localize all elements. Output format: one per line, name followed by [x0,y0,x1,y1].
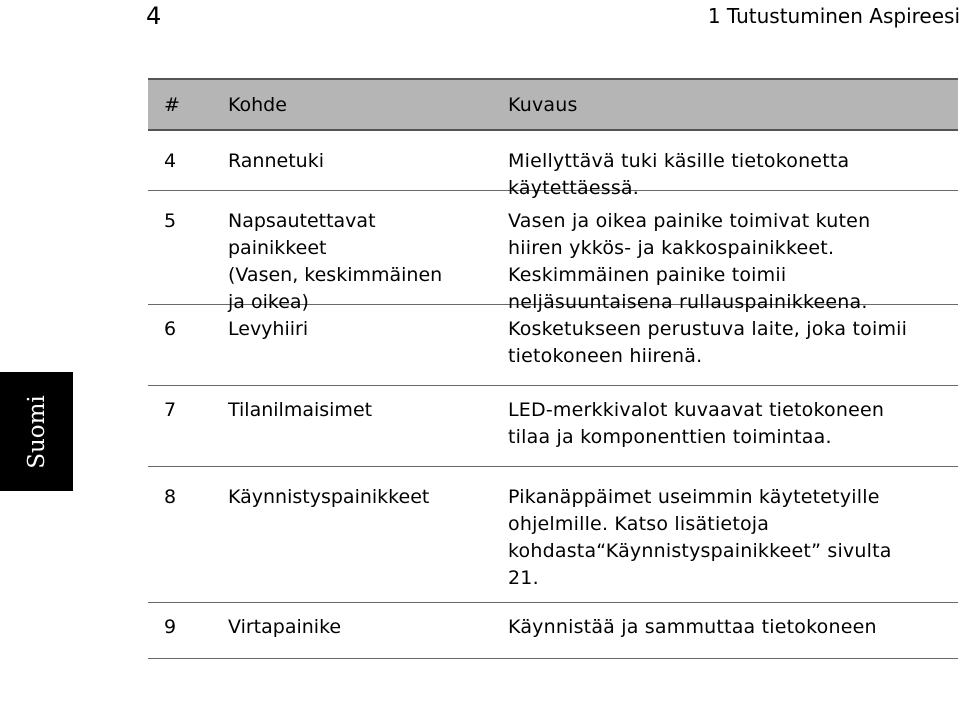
item-line: Tilanilmaisimet [228,399,373,421]
row-item [228,614,508,641]
row-number: 9 [164,616,177,638]
row-description [508,148,958,202]
description-line: Keskimmäinen painike toimii [508,264,787,286]
row-number: 8 [164,486,177,508]
chapter-title: 1 Tutustuminen Aspireesi [707,4,960,28]
row-number: 6 [164,318,177,340]
page-number: 4 [146,2,162,30]
table-row [148,603,958,659]
row-description [508,208,958,316]
description-line: Käynnistää ja sammuttaa tietokoneen [508,616,877,638]
description-line: LED-merkkivalot kuvaavat tietokoneen [508,399,885,421]
description-line: Vasen ja oikea painike toimivat kuten [508,210,871,232]
component-table [148,78,958,659]
table-row [148,386,958,467]
table-row [148,131,958,199]
language-side-tab-label: Suomi [23,394,50,469]
row-item [228,208,508,316]
table-header [148,78,958,131]
table-row [148,191,958,313]
row-item [228,316,508,343]
description-line: neljäsuuntaisena rullauspainikkeena. [508,291,868,313]
column-header-item: Kohde [228,93,287,116]
description-line: ohjelmille. Katso lisätietoja [508,513,770,535]
row-number: 7 [164,399,177,421]
description-line: 21. [508,567,539,589]
item-line: (Vasen, keskimmäinen [228,264,443,286]
description-line: Kosketukseen perustuva laite, joka toimii [508,318,908,340]
row-item [228,397,508,424]
row-item [228,484,508,511]
table-row [148,467,958,603]
row-description [508,614,958,641]
description-line: käytettäessä. [508,177,640,199]
row-description [508,397,958,451]
row-number: 4 [164,150,177,172]
description-line: hiiren ykkös- ja kakkospainikkeet. [508,237,835,259]
table-body [148,131,958,659]
column-header-number: # [164,93,180,116]
column-header-description: Kuvaus [508,93,578,116]
item-line: Napsautettavat [228,210,376,232]
item-line: Virtapainike [228,616,342,638]
row-description [508,316,958,370]
description-line: Miellyttävä tuki käsille tietokonetta [508,150,850,172]
row-number: 5 [164,210,177,232]
description-line: tietokoneen hiirenä. [508,345,703,367]
item-line: Käynnistyspainikkeet [228,486,430,508]
item-line: ja oikea) [228,291,309,313]
item-line: painikkeet [228,237,327,259]
table-row [148,305,958,386]
language-side-tab [0,372,73,491]
description-line: Pikanäppäimet useimmin käytetetyille [508,486,880,508]
description-line: tilaa ja komponenttien toimintaa. [508,426,832,448]
item-line: Levyhiiri [228,318,309,340]
row-description [508,484,958,592]
item-line: Rannetuki [228,150,324,172]
description-line: kohdasta“Käynnistyspainikkeet” sivulta [508,540,892,562]
row-item [228,148,508,175]
